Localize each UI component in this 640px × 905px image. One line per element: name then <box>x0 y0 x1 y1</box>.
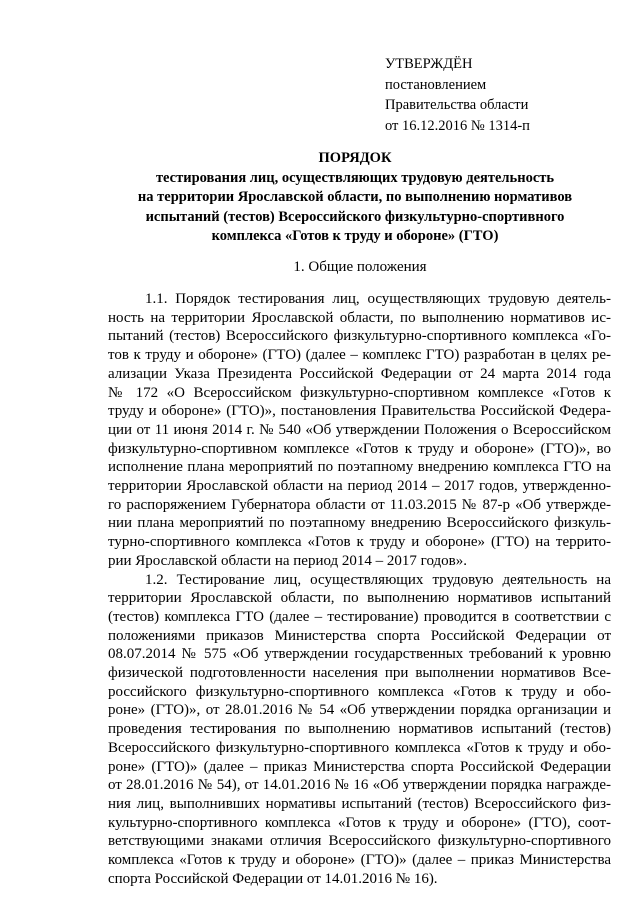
text-line: роне» (ГТО)» (далее – приказ Министерства спорта Российской Федерации <box>108 758 611 775</box>
text-line: ветствующими знаками отличия Всероссийского физкультурно-спортивного <box>108 833 611 850</box>
text-line: территории Ярославской области, по выполнению нормативов испытаний <box>108 590 611 607</box>
text-line: физкультурно-спортивном комплексе «Готов к труду и обороне» (ГТО)», во <box>108 440 611 457</box>
paragraph-1-1 <box>108 290 611 571</box>
text-line: Всероссийского физкультурно-спортивного комплекса «Готов к труду и обо- <box>108 739 611 756</box>
text-line: ции от 11 июня 2014 г. № 540 «Об утверждении Положения о Всероссийском <box>108 421 611 438</box>
text-line: го распоряжением Губернатора области от 11.03.2015 № 87-р «Об утвержде- <box>108 496 611 513</box>
text-line: роне» (ГТО)», от 28.01.2016 № 54 «Об утверждении порядка организации и <box>108 702 611 719</box>
text-line: культурно-спортивного комплекса «Готов к труду и обороне» (ГТО), соот- <box>108 814 611 831</box>
text-line: нии плана мероприятий по поэтапному внедрению Всероссийского физкуль- <box>108 515 611 532</box>
text-line: тов к труду и обороне» (ГТО) (далее – комплекс ГТО) разработан в целях ре- <box>108 347 611 364</box>
approval-line: постановлением <box>385 76 487 93</box>
document-title <box>100 149 610 247</box>
title-line: комплекса «Готов к труду и обороне» (ГТО) <box>211 228 499 244</box>
document-body <box>108 290 611 889</box>
approval-line: Правительства области <box>385 97 529 113</box>
text-line: российского физкультурно-спортивного комплекса «Готов к труду и обо- <box>108 683 611 700</box>
text-line: № 172 «О Всероссийском физкультурно-спортивном комплексе «Готов к <box>108 384 611 401</box>
text-line: пытаний (тестов) Всероссийского физкультурно-спортивного комплекса «Го- <box>108 328 611 345</box>
text-line: территории Ярославской области на период 2014 – 2017 годов, утвержденно- <box>108 478 611 495</box>
text-line: спорта Российской Федерации от 14.01.2016 № 16). <box>108 870 438 887</box>
text-line: турно-спортивного комплекса «Готов к труду и обороне» (ГТО) на террито- <box>108 534 611 551</box>
title-line: тестирования лиц, осуществляющих трудовую деятельность <box>155 169 555 186</box>
text-line: проведения тестирования по выполнению нормативов испытаний (тестов) <box>108 721 611 738</box>
text-line: 1.1. Порядок тестирования лиц, осуществляющих трудовую деятель- <box>145 291 611 307</box>
paragraph-1-2 <box>108 571 611 889</box>
text-line: рии Ярославской области на период 2014 – 2017 годов». <box>108 552 467 569</box>
title-line: испытаний (тестов) Всероссийского физкультурно-спортивного <box>145 208 565 225</box>
text-line: ализации Указа Президента Российской Федерации от 24 марта 2014 года <box>108 365 611 382</box>
text-line: 08.07.2014 № 575 «Об утверждении государственных требований к уровню <box>108 646 611 663</box>
text-line: труду и обороне» (ГТО)», постановления Правительства Российской Федера- <box>108 403 611 420</box>
approval-line: от 16.12.2016 № 1314-п <box>385 117 530 134</box>
text-line: ность на территории Ярославской области, по выполнению нормативов ис- <box>108 309 611 326</box>
title-line: на территории Ярославской области, по выполнению нормативов <box>137 189 573 205</box>
text-line: комплекса «Готов к труду и обороне» (ГТО)» (далее – приказ Министерства <box>108 852 611 869</box>
text-line: физической подготовленности населения при выполнении нормативов Все- <box>108 665 611 682</box>
text-line: (тестов) комплекса ГТО (далее – тестирование) проводится в соответствии с <box>108 608 611 625</box>
text-line: от 28.01.2016 № 54), от 14.01.2016 № 16 «Об утверждении порядка награжде- <box>108 777 611 794</box>
approval-line: УТВЕРЖДЁН <box>385 56 473 72</box>
section-heading: 1. Общие положения <box>293 259 427 275</box>
text-line: исполнение плана мероприятий по поэтапному внедрению комплекса ГТО на <box>108 459 611 476</box>
text-line: 1.2. Тестирование лиц, осуществляющих трудовую деятельность на <box>145 571 611 588</box>
title-heading: ПОРЯДОК <box>318 150 392 166</box>
text-line: положениями приказов Министерства спорта Российской Федерации от <box>108 627 611 644</box>
text-line: ния лиц, выполнивших нормативы испытаний (тестов) Всероссийского физ- <box>108 795 611 812</box>
approval-stamp <box>385 54 530 136</box>
